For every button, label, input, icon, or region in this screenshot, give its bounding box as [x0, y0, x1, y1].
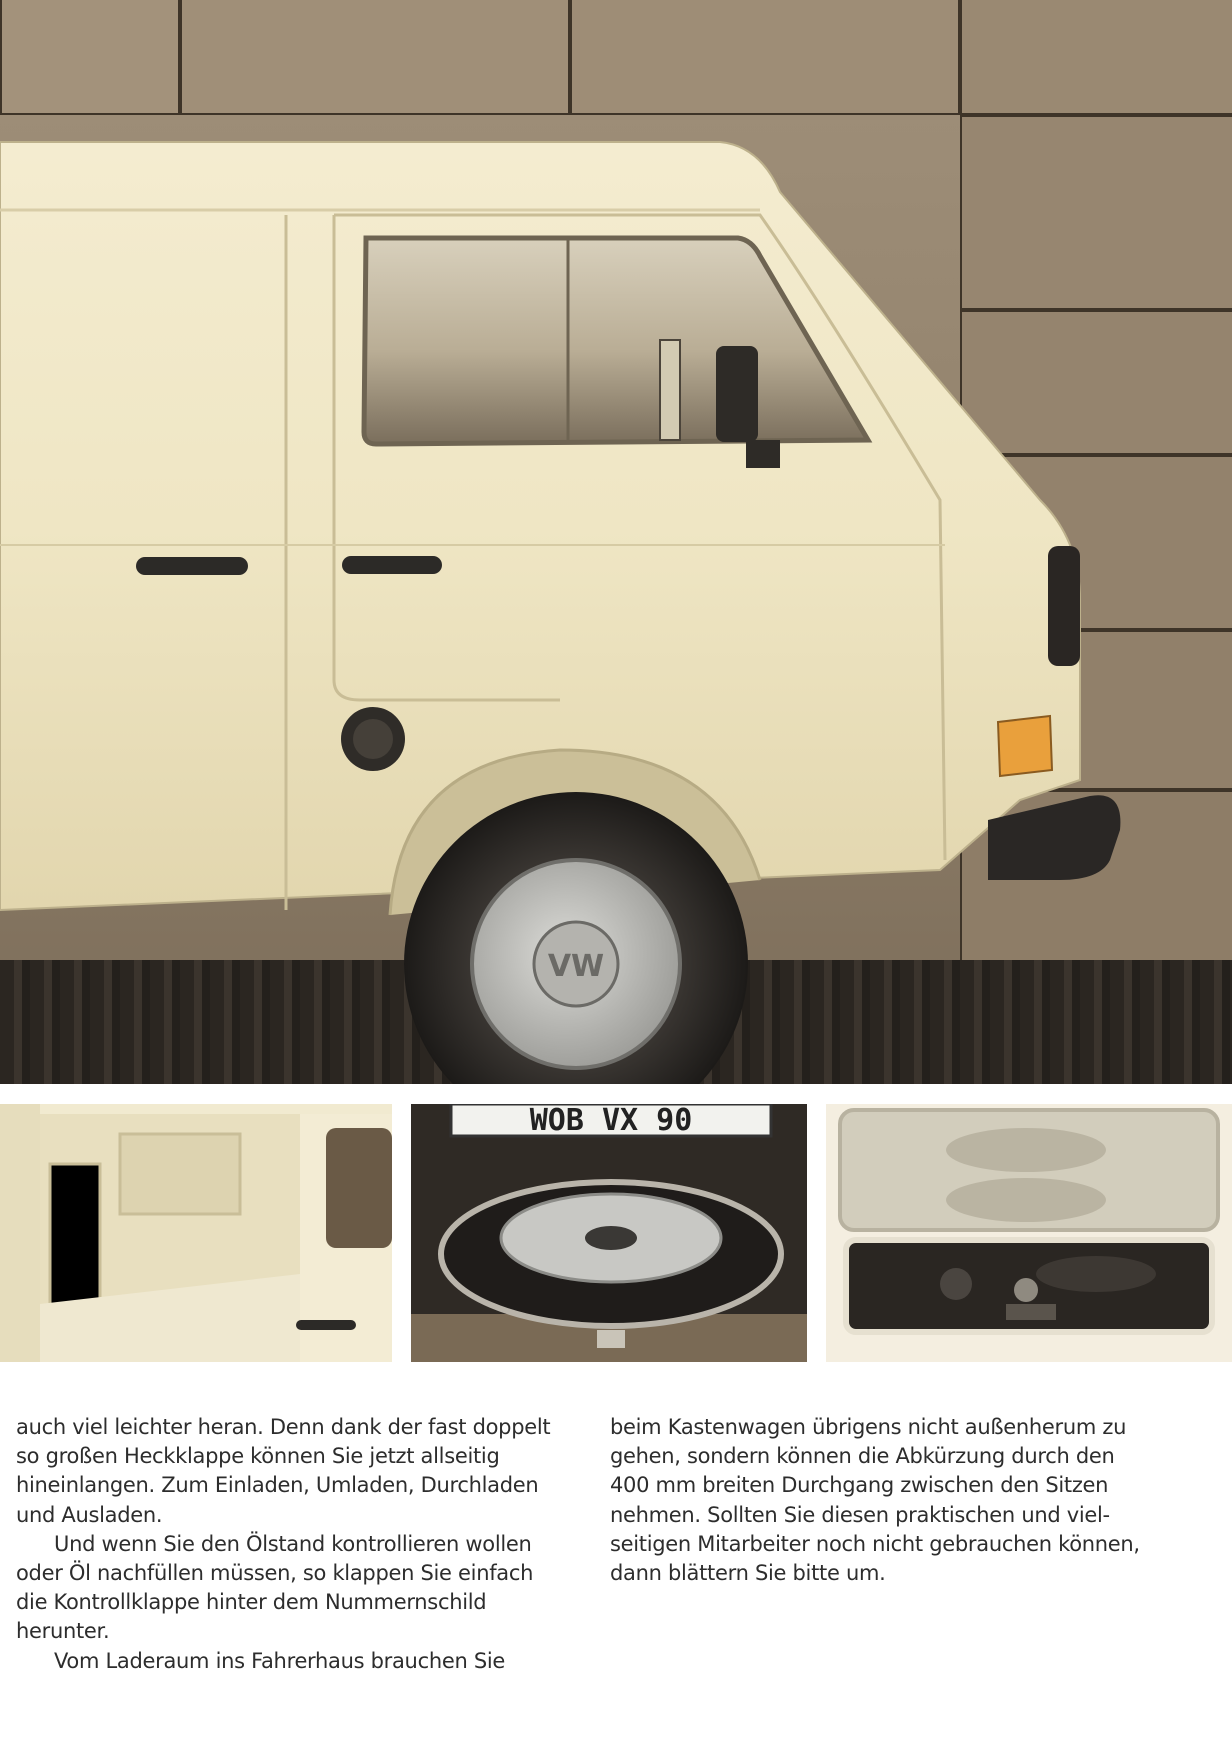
door-handle: [296, 1320, 356, 1330]
body-text-left-column: [16, 1413, 582, 1676]
turn-signal: [998, 716, 1052, 776]
mirror-mount: [746, 440, 780, 468]
front-door-handle: [342, 556, 442, 574]
bulkhead-panel: [120, 1134, 240, 1214]
spare-tire-photo: [411, 1104, 807, 1362]
lid-pattern: [946, 1128, 1106, 1172]
engine-part: [940, 1268, 972, 1300]
air-hose: [1036, 1256, 1156, 1292]
engine-hatch-photo: [826, 1104, 1232, 1362]
headlight: [1048, 546, 1080, 666]
paragraph: Und wenn Sie den Ölstand kontrollieren wollen oder Öl nachfüllen müssen, so klappen Sie einfach die Kontrollklappe hinter dem Nummernschild herunter.: [16, 1531, 534, 1644]
cargo-area-photo: [0, 1104, 392, 1362]
paragraph: auch viel leichter heran. Denn dank der fast doppelt so großen Heckklappe können Sie jetzt allseitig hineinlangen. Zum Einladen, Umladen, Durchladen und Ausladen.: [16, 1415, 551, 1527]
lid-pattern: [946, 1178, 1106, 1222]
mirror-arm: [660, 340, 680, 440]
carrier-bracket: [597, 1330, 625, 1348]
engine-part: [1006, 1304, 1056, 1320]
license-plate-text: WOB VX 90: [529, 1104, 693, 1138]
rim-center: [585, 1226, 637, 1250]
engine-part: [1014, 1278, 1038, 1302]
cab-window: [326, 1128, 392, 1248]
open-door: [0, 1104, 40, 1362]
paragraph: beim Kastenwagen übrigens nicht außenherum zu gehen, sondern können die Abkürzung durch den 400 mm breiten Durchgang zwischen den Sitzen nehmen. Sollten Sie diesen praktischen und viel- seitigen Mitarbeiter noch nicht gebrauchen können, dann blättern Sie bitte um.: [610, 1415, 1140, 1586]
paragraph: Vom Laderaum ins Fahrerhaus brauchen Sie: [54, 1648, 506, 1673]
side-mirror: [716, 346, 758, 442]
vw-logo: VW: [547, 949, 605, 984]
body-text-right-column: [610, 1413, 1190, 1588]
fuel-cap-inner: [353, 719, 393, 759]
rear-door-handle: [136, 557, 248, 575]
